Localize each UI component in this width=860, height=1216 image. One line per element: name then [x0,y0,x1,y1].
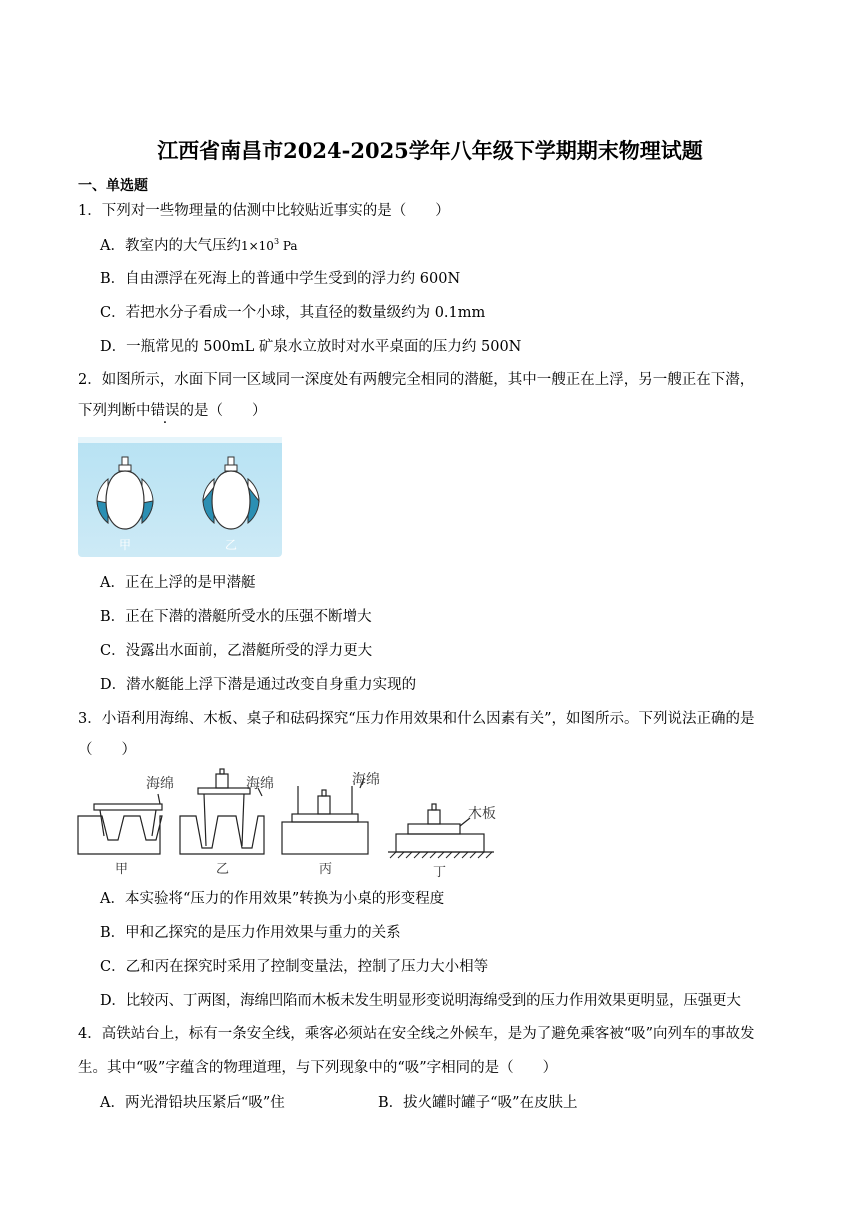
q3-option-d: D．比较丙、丁两图，海绵凹陷而木板未发生明显形变说明海绵受到的压力作用效果更明显，压强更大 [100,993,741,1009]
question-2-stem-line1: 2．如图所示，水面下同一区域同一深度处有两艘完全相同的潜艇，其中一艘正在上浮，另一艘正在下潜， [78,372,755,388]
q3-option-c: C．乙和丙在探究时采用了控制变量法，控制了压力大小相等 [100,959,489,975]
pressure-experiment-figure [76,766,496,878]
label-ding: 丁 [433,865,447,878]
q4-option-b: B．拔火罐时罐子“吸”在皮肤上 [378,1095,578,1111]
label-board: 木板 [468,806,496,822]
label-sponge-bing: 海绵 [352,772,380,788]
q1-option-a [100,236,298,256]
section-heading: 一、单选题 [78,178,148,194]
question-4-stem-line1: 4．高铁站台上，标有一条安全线，乘客必须站在安全线之外候车，是为了避免乘客被“吸”向列车的事故发 [78,1026,755,1042]
q1-option-a-unit: Pa [279,239,298,253]
question-3-stem-line2: （ ） [78,742,136,758]
q1-option-a-text: A．教室内的大气压约 [100,238,241,254]
label-sponge-jia: 海绵 [146,776,174,792]
page-title: 江西省南昌市2024-2025学年八年级下学期期末物理试题 [157,138,703,163]
q2-stem-pre: 下列判断中 [78,403,151,419]
label-sponge-yi: 海绵 [246,776,274,792]
label-yi: 乙 [225,538,238,552]
label-jia: 甲 [115,862,129,877]
label-yi: 乙 [216,862,230,877]
q1-option-c: C．若把水分子看成一个小球，其直径的数量级约为 0.1mm [100,305,486,321]
water-surface [78,437,282,443]
submarine-figure [78,437,282,557]
q1-option-d: D．一瓶常见的 500mL 矿泉水立放时对水平桌面的压力约 500N [100,339,522,355]
setup-bing [282,778,368,854]
q1-option-b: B．自由漂浮在死海上的普通中学生受到的浮力约 600N [100,271,461,287]
q1-option-a-base: 1×10 [240,239,274,253]
q2-stem-emphasis: 错误 [150,403,180,419]
question-4-stem-line2: 生。其中“吸”字蕴含的物理道理，与下列现象中的“吸”字相同的是（ ） [78,1060,558,1076]
q2-option-b: B．正在下潜的潜艇所受水的压强不断增大 [100,609,372,625]
question-1-stem: 1．下列对一些物理量的估测中比较贴近事实的是（ ） [78,203,450,219]
ground-hatching [390,852,492,858]
q2-option-a: A．正在上浮的是甲潜艇 [100,575,256,591]
q4-option-a: A．两光滑铅块压紧后“吸”住 [100,1095,285,1111]
label-jia: 甲 [119,538,132,552]
q3-option-a: A．本实验将“压力的作用效果”转换为小桌的形变程度 [100,891,445,907]
q3-option-b: B．甲和乙探究的是压力作用效果与重力的关系 [100,925,401,941]
question-2-stem-line2 [78,401,267,421]
label-bing: 丙 [319,862,333,877]
q2-option-d: D．潜水艇能上浮下潜是通过改变自身重力实现的 [100,677,417,693]
q2-option-c: C．没露出水面前，乙潜艇所受的浮力更大 [100,643,373,659]
setup-jia [78,794,162,854]
q1-option-a-exponent: 3 [273,237,280,246]
q2-stem-post: 的是（ ） [179,403,267,419]
question-3-stem-line1: 3．小语利用海绵、木板、桌子和砝码探究“压力作用效果和什么因素有关”，如图所示。下列说法正确的是 [78,711,755,727]
